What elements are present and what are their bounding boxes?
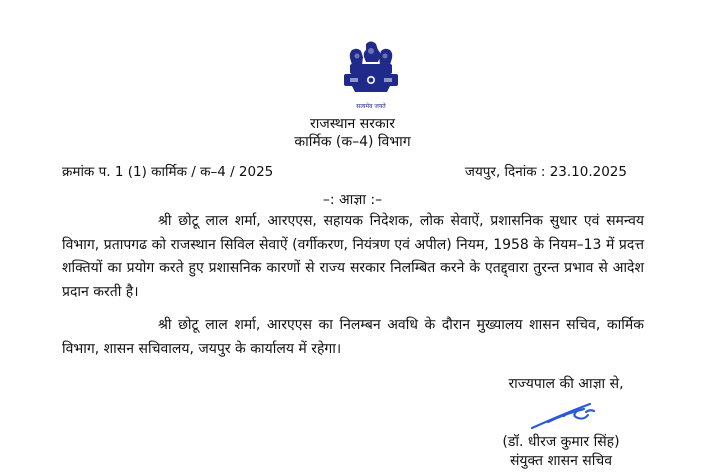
order-paragraph-2: श्री छोटू लाल शर्मा, आरएएस का निलम्बन अवधि के दौरान मुख्यालय शासन सचिव, कार्मिक विभाग, शासन सचिवालय, जयपुर के कार्यालय में रहेगा।	[62, 317, 644, 357]
order-title: –: आज्ञा :–	[322, 192, 383, 208]
order-place-date: जयपुर, दिनांक : 23.10.2025	[464, 164, 627, 180]
order-reference-number: क्रमांक प. 1 (1) कार्मिक / क–4 / 2025	[62, 164, 274, 180]
signer-name: (डॉ. धीरज कुमार सिंह)	[502, 434, 620, 450]
signer-designation: संयुक्त शासन सचिव	[509, 453, 613, 469]
government-name: राजस्थान सरकार	[310, 116, 395, 132]
emblem-motto: सत्यमेव जयते	[356, 103, 386, 110]
department-name: कार्मिक (क–4) विभाग	[294, 134, 411, 150]
order-paragraph-1: श्री छोटू लाल शर्मा, आरएएस, सहायक निदेशक, लोक सेवाऐं, प्रशासनिक सुधार एवं समन्वय विभाग, प्रतापगढ को राजस्थान सिविल सेवाऐं (वर्गीकरण, नियंत्रण एवं अपील) नियम, 1958 के नियम–13 में प्रदत्त शक्तियों का प्रयोग करते हुए प्रशासनिक कारणों से राज्य सरकार निलम्बित करने के एतद्द्वारा तुरन्त प्रभाव से आदेश प्रदान करती है।	[62, 213, 644, 300]
by-order-of-governor: राज्यपाल की आज्ञा से,	[508, 376, 624, 392]
national-emblem-icon	[330, 38, 412, 114]
handwritten-signature-icon	[520, 398, 610, 434]
